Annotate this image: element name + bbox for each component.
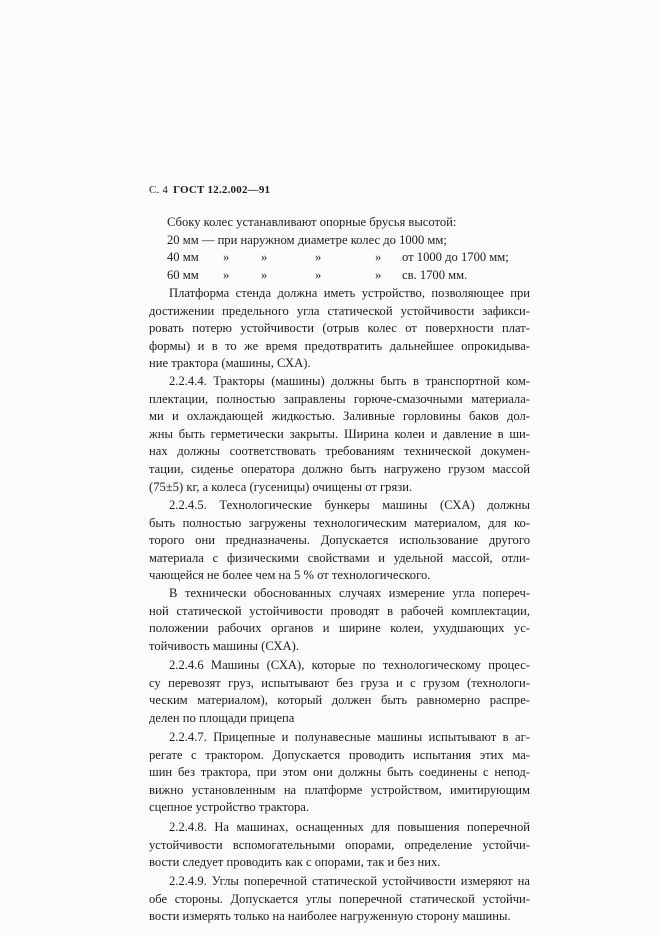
- text-line: Платформа стенда должна иметь устройство, позволяющее при: [169, 286, 530, 300]
- text-line: обе стороны. Допускается углы поперечной статической устойчи-: [149, 891, 530, 906]
- paragraph-2-2-4-6: [149, 657, 530, 727]
- text-line: ной статической устойчивости проводят в рабочей комплектации,: [149, 603, 530, 618]
- height-row: [149, 249, 530, 267]
- text-line: чающейся не более чем на 5 % от технологического.: [149, 568, 431, 583]
- ditto-mark: »: [375, 250, 382, 265]
- height-row: [149, 232, 530, 250]
- height-value: 40 мм: [167, 250, 199, 265]
- text-line: 2.2.4.6 Машины (СХА), которые по технологическому процес-: [169, 658, 530, 672]
- text-line: нах должны соответствовать требованиям технической докумен-: [149, 444, 530, 459]
- text-line: 2.2.4.4. Тракторы (машины) должны быть в транспортной ком-: [169, 374, 530, 388]
- paragraph-platform: [149, 285, 530, 373]
- text-line: шин без трактора, при этом они должны быть соединены с непод-: [149, 765, 530, 780]
- text-line: плектации, полностью заправлены горюче-смазочными материала-: [149, 391, 530, 406]
- text-line: устойчивости вспомогательными опорами, определение устойчи-: [149, 837, 530, 852]
- ditto-mark: »: [315, 267, 322, 282]
- text-line: положении рабочих органов и ширине колеи, ухудшающих ус-: [149, 621, 530, 636]
- text-line: делен по площади прицепа: [149, 710, 295, 725]
- ditto-mark: »: [261, 267, 268, 282]
- text-line: ческим материалом), который должен быть равномерно распре-: [149, 693, 530, 708]
- text-line: ние трактора (машины, СХА).: [149, 356, 311, 371]
- text-line: торого они предназначены. Допускается использование другого: [149, 533, 530, 548]
- paragraph-special-cases: [149, 585, 530, 655]
- page-header: [149, 184, 270, 196]
- text-line: сцепное устройство трактора.: [149, 800, 310, 815]
- paragraph-2-2-4-5: [149, 497, 530, 585]
- paragraph-2-2-4-4: [149, 373, 530, 496]
- text-line: 2.2.4.9. Углы поперечной статической устойчивости измеряют на: [169, 874, 530, 888]
- text-line: су перевозят груз, испытывают без груза и с грузом (технологи-: [149, 675, 530, 690]
- text-line: жны быть герметически закрыты. Ширина колеи и давление в ши-: [149, 426, 530, 441]
- text-line: достижении предельного угла статической устойчивости зафикси-: [149, 303, 530, 318]
- text-line: быть полностью загружены технологическим материалом, для ко-: [149, 515, 530, 530]
- text-line: регате с трактором. Допускается проводить испытания этих ма-: [149, 747, 530, 762]
- standard-code: ГОСТ 12.2.002—91: [173, 184, 271, 196]
- text-line: вижно установленным на платформе устройством, имитирующим: [149, 782, 530, 797]
- text-line: 2.2.4.5. Технологические бункеры машины (СХА) должны: [169, 498, 530, 512]
- height-value: 60 мм: [167, 267, 199, 282]
- ditto-mark: »: [223, 250, 230, 265]
- diameter-range: св. 1700 мм.: [402, 267, 468, 282]
- height-row: [149, 267, 530, 285]
- text-line: 2.2.4.8. На машинах, оснащенных для повышения поперечной: [169, 820, 530, 834]
- page-number: С. 4: [149, 184, 169, 196]
- support-height-list: [149, 214, 530, 284]
- text-line: материала с физическими свойствами и удельной массой, отли-: [149, 550, 530, 565]
- ditto-mark: »: [315, 250, 322, 265]
- paragraph-2-2-4-7: [149, 729, 530, 817]
- intro-line: [149, 214, 530, 232]
- diameter-range: от 1000 до 1700 мм;: [402, 250, 509, 265]
- text-line: ровать потерю устойчивости (отрыв колес от поверхности плат-: [149, 321, 530, 336]
- height-row-text: 20 мм — при наружном диаметре колес до 1000 мм;: [167, 232, 447, 247]
- text-line: вости следует проводить как с опорами, так и без них.: [149, 855, 441, 870]
- text-line: ми и охлаждающей жидкостью. Заливные горловины баков дол-: [149, 409, 530, 424]
- ditto-mark: »: [375, 267, 382, 282]
- ditto-mark: »: [261, 250, 268, 265]
- text-line: 2.2.4.7. Прицепные и полунавесные машины испытывают в аг-: [169, 730, 530, 744]
- text-line: тойчивость машины (СХА).: [149, 638, 299, 653]
- ditto-mark: »: [223, 267, 230, 282]
- paragraph-2-2-4-8: [149, 819, 530, 872]
- text-line: В технически обоснованных случаях измерение угла попереч-: [169, 586, 530, 600]
- intro-text: Сбоку колес устанавливают опорные брусья высотой:: [167, 215, 457, 229]
- text-line: (75±5) кг, а колеса (гусеницы) очищены от грязи.: [149, 479, 413, 494]
- text-line: вости измерять только на наиболее нагруженную сторону машины.: [149, 909, 511, 924]
- paragraph-2-2-4-9: [149, 873, 530, 926]
- text-line: тации, сиденье оператора должно быть нагружено грузом массой: [149, 461, 530, 476]
- text-line: формы) и в то же время предотвратить дальнейшее опрокидыва-: [149, 338, 530, 353]
